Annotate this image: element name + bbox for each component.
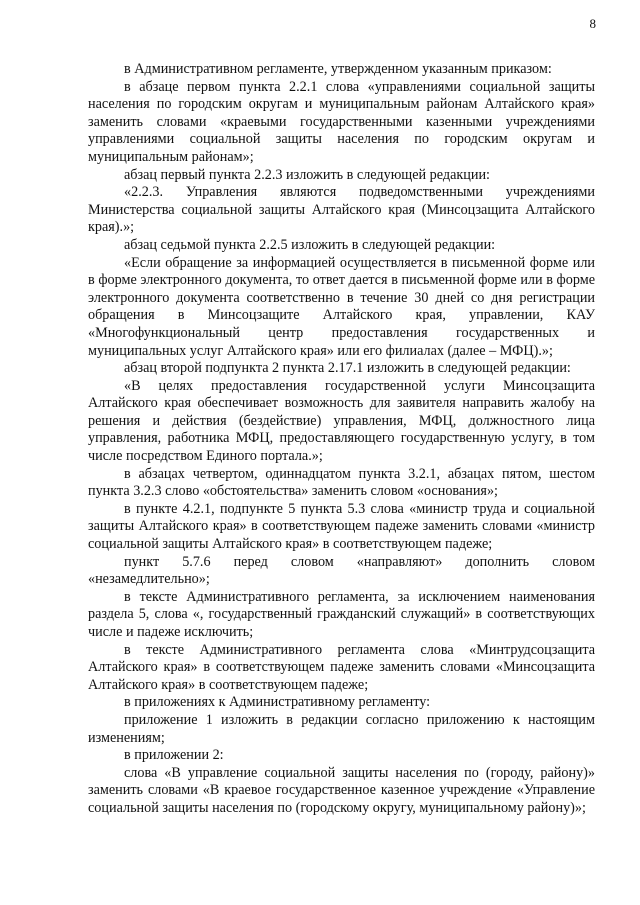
paragraph-6: «Если обращение за информацией осуществляется в письменной форме или в форме электронного документа, то ответ дается в письменной форме или в форме электронного документа соответственно в течение 30 дней со дня регистрации обращения в Минсоцзащите Алтайского края, управлении, КАУ «Многофункциональный центр предоставления государственных и муниципальных услуг Алтайского края» или его филиалах (далее – МФЦ).»;	[88, 254, 595, 359]
paragraph-7: абзац второй подпункта 2 пункта 2.17.1 изложить в следующей редакции:	[124, 360, 571, 377]
page-number: 8	[589, 16, 596, 31]
paragraph-1: в Административном регламенте, утвержденном указанным приказом:	[124, 61, 552, 77]
document-body	[88, 61, 595, 818]
paragraph-11: пункт 5.7.6 перед словом «направляют» дополнить словом «незамедлительно»;	[88, 553, 595, 588]
paragraph-15: приложение 1 изложить в редакции согласно приложению к настоящим изменениям;	[88, 711, 595, 746]
paragraph-4: «2.2.3. Управления являются подведомственными учреждениями Министерства социальной защиты Алтайского края (Минсоцзащита Алтайского края).»;	[88, 184, 595, 236]
paragraph-3: абзац первый пункта 2.2.3 изложить в следующей редакции:	[124, 166, 490, 183]
paragraph-17: слова «В управление социальной защиты населения по (городу, району)» заменить словами «В краевое государственное казенное учреждение «Управление социальной защиты населения по (городскому округу, муниципальному району)»;	[88, 764, 595, 816]
paragraph-13: в тексте Административного регламента слова «Минтрудсоцзащита Алтайского края» в соответствующем падеже заменить словами «Минсоцзащита Алтайского края» в соответствующем падеже;	[88, 641, 595, 693]
paragraph-8: «В целях предоставления государственной услуги Минсоцзащита Алтайского края обеспечивает возможность для заявителя направить жалобу на решения и действия (бездействие) управления, МФЦ, должностного лица управления, работника МФЦ, предоставляющего государственную услугу, в том числе посредством Единого портала.»;	[88, 377, 595, 465]
paragraph-2: в абзаце первом пункта 2.2.1 слова «управлениями социальной защиты населения по городским округам и муниципальным районам Алтайского края» заменить словами «краевыми государственными казенными учреждениями управлениями социальной защиты населения по городским округам и муниципальным районам»;	[88, 78, 595, 165]
paragraph-14: в приложениях к Административному регламенту:	[124, 694, 431, 711]
paragraph-12: в тексте Административного регламента, за исключением наименования раздела 5, слова «, государственный гражданский служащий» в соответствующих числе и падеже исключить;	[88, 588, 595, 640]
paragraph-10: в пункте 4.2.1, подпункте 5 пункта 5.3 слова «министр труда и социальной защиты Алтайского края» в соответствующем падеже заменить словами «министр социальной защиты Алтайского края» в соответствующем падеже;	[88, 500, 595, 553]
paragraph-16: в приложении 2:	[124, 747, 224, 764]
paragraph-5: абзац седьмой пункта 2.2.5 изложить в следующей редакции:	[124, 236, 496, 253]
paragraph-9: в абзацах четвертом, одиннадцатом пункта 3.2.1, абзацах пятом, шестом пункта 3.2.3 слово «обстоятельства» заменить словом «основания»;	[88, 465, 595, 500]
